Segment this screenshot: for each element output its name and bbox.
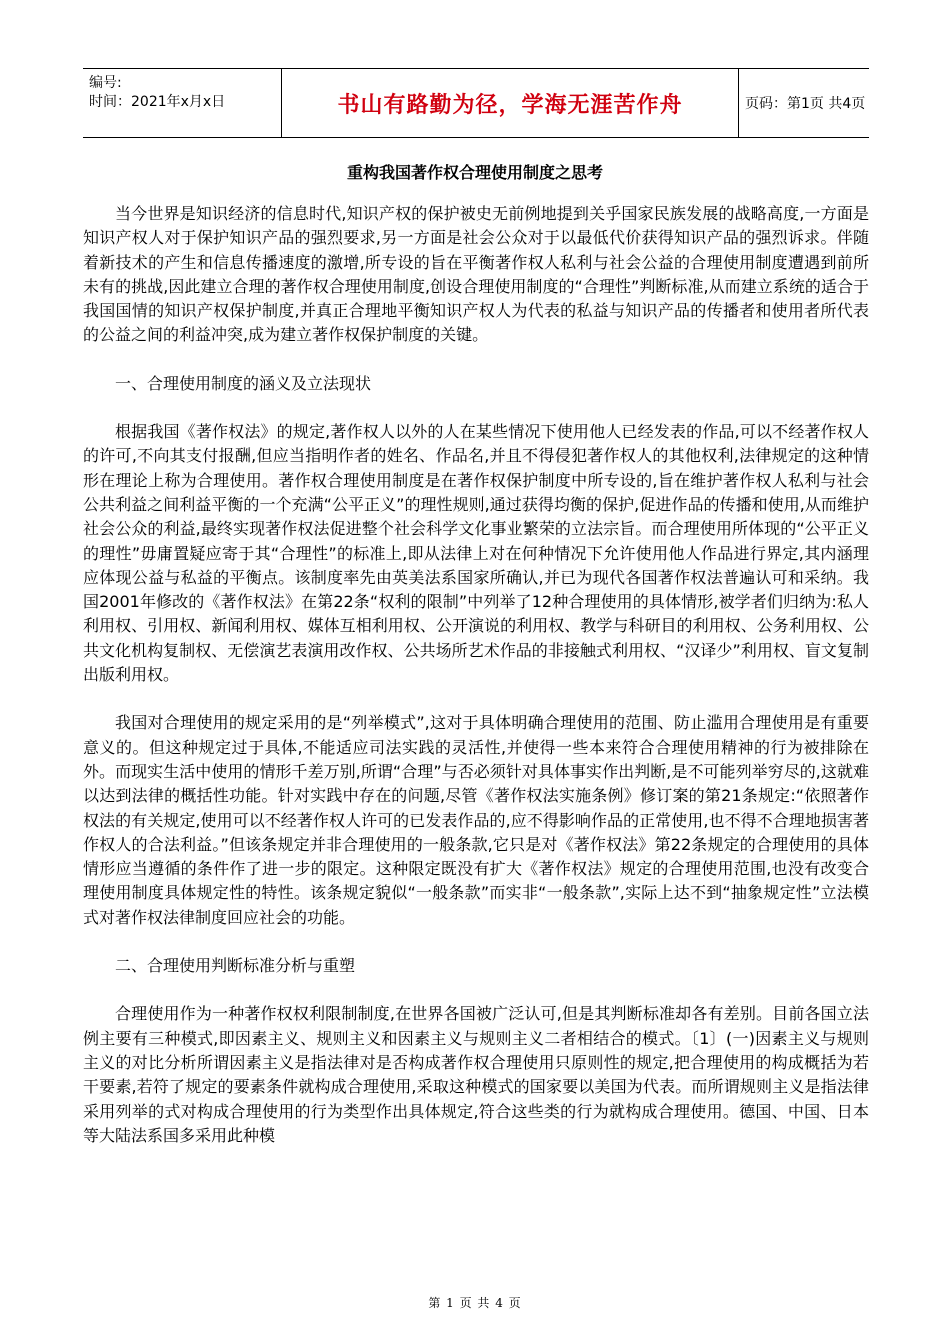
document-body — [83, 202, 869, 1148]
date-label: 时间：2021年x月x日 — [89, 94, 226, 110]
section-heading-1: 一、合理使用制度的涵义及立法现状 — [115, 373, 372, 393]
paragraph-standards: 合理使用作为一种著作权权利限制制度,在世界各国被广泛认可,但是其判断标准却各有差别。目前各国立法例主要有三种模式,即因素主义、规则主义和因素主义与规则主义二者相结合的模式。〔1〕(一)因素主义与规则主义的对比分析所谓因素主义是指法律对是否构成著作权合理使用只原则性的规定,把合理使用的构成概括为若干要素,若符了规定的要素条件就构成合理使用,采取这种模式的国家要以美国为代表。而所谓规则主义是指法律采用列举的式对构成合理使用的行为类型作出具体规定,符合这些类的行为就构成合理使用。德国、中国、日本等大陆法系国多采用此种模 — [83, 1004, 869, 1145]
document-title: 重构我国著作权合理使用制度之思考 — [346, 163, 603, 182]
number-label: 编号: — [89, 75, 122, 91]
section-heading-2: 二、合理使用判断标准分析与重塑 — [115, 956, 356, 976]
header-table — [83, 68, 869, 138]
header-page-label: 页码：第1页 共4页 — [745, 96, 866, 112]
paragraph-intro: 当今世界是知识经济的信息时代,知识产权的保护被史无前例地提到关乎国家民族发展的战略高度,一方面是知识产权人对于保护知识产品的强烈要求,另一方面是社会公众对于以最低代价获得知识产品的强烈诉求。伴随着新技术的产生和信息传播速度的激增,所专设的旨在平衡著作权人私利与社会公益的合理使用制度遭遇到前所未有的挑战,因此建立合理的著作权合理使用制度,创设合理使用制度的“合理性”判断标准,从而建立系统的适合于我国国情的知识产权保护制度,并真正合理地平衡知识产权人为代表的私益与知识产品的传播者和使用者所代表的公益之间的利益冲突,成为建立著作权保护制度的关键。 — [83, 204, 869, 345]
page-footer: 第 1 页 共 4 页 — [428, 1296, 522, 1310]
header-meta — [83, 69, 281, 137]
header-motto: 书山有路勤为径，学海无涯苦作舟 — [281, 69, 739, 137]
paragraph-enumeration-model: 我国对合理使用的规定采用的是“列举模式”,这对于具体明确合理使用的范围、防止滥用合理使用是有重要意义的。但这种规定过于具体,不能适应司法实践的灵活性,并使得一些本来符合合理使用精神的行为被排除在外。而现实生活中使用的情形千差万别,所谓“合理”与否必须针对具体事实作出判断,是不可能列举穷尽的,这就难以达到法律的概括性功能。针对实践中存在的问题,尽管《著作权法实施条例》修订案的第21条规定:“依照著作权法的有关规定,使用可以不经著作权人许可的已发表作品的,应不得影响作品的正常使用,也不得不合理地损害著作权人的合法利益。”但该条规定并非合理使用的一般条款,它只是对《著作权法》第22条规定的合理使用的具体情形应当遵循的条件作了进一步的限定。这种限定既没有扩大《著作权法》规定的合理使用范围,也没有改变合理使用制度具体规定性的特性。该条规定貌似“一般条款”而实非“一般条款”,实际上达不到“抽象规定性”立法模式对著作权法律制度回应社会的功能。 — [83, 713, 869, 927]
paragraph-definition: 根据我国《著作权法》的规定,著作权人以外的人在某些情况下使用他人已经发表的作品,可以不经著作权人的许可,不向其支付报酬,但应当指明作者的姓名、作品名,并且不得侵犯著作权人的其他权利,法律规定的这种情形在理论上称为合理使用。著作权合理使用制度是在著作权保护制度中所专设的,旨在维护著作权人私利与社会公共利益之间利益平衡的一个充满“公平正义”的理性规则,通过获得均衡的保护,促进作品的传播和使用,从而维护社会公众的利益,最终实现著作权法促进整个社会科学文化事业繁荣的立法宗旨。而合理使用所体现的“公平正义的理性”毋庸置疑应寄于其“合理性”的标准上,即从法律上对在何种情况下允许使用他人作品进行界定,其内涵理应体现公益与私益的平衡点。该制度率先由英美法系国家所确认,并已为现代各国著作权法普遍认可和采纳。我国2001年修改的《著作权法》在第22条“权利的限制”中列举了12种合理使用的具体情形,被学者们归纳为:私人利用权、引用权、新闻利用权、媒体互相利用权、公开演说的利用权、教学与科研目的利用权、公务利用权、公共文化机构复制权、无偿演艺表演用改作权、公共场所艺术作品的非接触式利用权、“汉译少”利用权、盲文复制出版利用权。 — [83, 422, 869, 685]
